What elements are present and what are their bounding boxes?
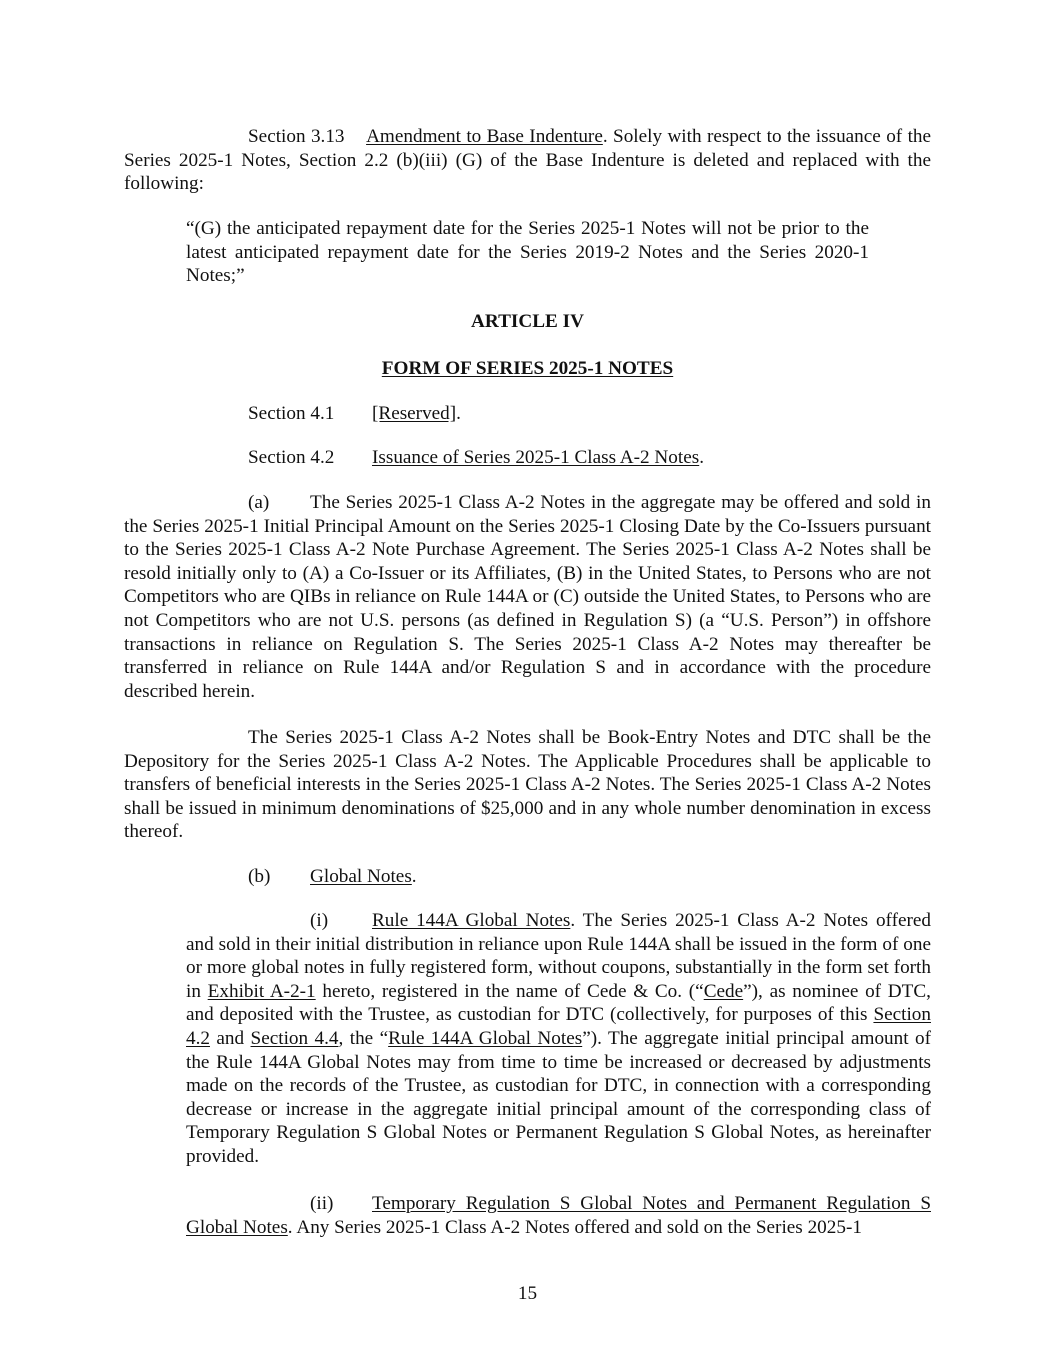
section-4-2-heading — [124, 446, 931, 470]
section-4-1-number: Section 4.1 — [248, 403, 335, 424]
paragraph-i-label: (i) — [310, 910, 329, 931]
paragraph-ii-title: Temporary Regulation S Global Notes and Permanent Regulation S Global Notes — [186, 1193, 931, 1238]
paragraph-i-title: Rule 144A Global Notes — [372, 910, 571, 931]
paragraph-i — [186, 909, 931, 1169]
section-4-4-ref: Section 4.4 — [250, 1027, 339, 1049]
section-4-2-title: Issuance of Series 2025-1 Class A-2 Notes — [372, 447, 700, 468]
paragraph-b-heading — [124, 865, 931, 889]
section-4-1-period: . — [456, 403, 461, 424]
paragraph-i-text-2: hereto, registered in the name of Cede & Co. (“ — [315, 980, 704, 1002]
section-3-13-paragraph — [124, 125, 931, 196]
section-3-13-title: Amendment to Base Indenture — [366, 126, 603, 147]
paragraph-b-title: Global Notes — [310, 866, 412, 887]
section-4-1-title: [Reserved] — [372, 403, 457, 424]
paragraph-ii-label: (ii) — [310, 1193, 334, 1214]
paragraph-i-text-1: . The Series 2025-1 Class A-2 Notes offered and sold in their initial distribution in reliance upon Rule 144A shall be issued in the form of one or more global notes in fully registered form, without coupons, substantially in the form set forth in — [186, 910, 931, 1002]
paragraph-ii-text: . Any Series 2025-1 Class A-2 Notes offered and sold on the Series 2025-1 — [287, 1216, 862, 1238]
paragraph-i-text-6: ”). The aggregate initial principal amount of the Rule 144A Global Notes may from time to time be increased or decreased by adjustments made on the records of the Trustee, as custodian for DTC, in connection with a corresponding decrease or increase in the aggregate initial principal amount of the corresponding class of Temporary Regulation S Global Notes or Permanent Regulation S Global Notes, as hereinafter provided. — [186, 1027, 931, 1167]
exhibit-a-2-1-ref: Exhibit A-2-1 — [207, 980, 316, 1002]
paragraph-a-text: The Series 2025-1 Class A-2 Notes in the aggregate may be offered and sold in the Series 2025-1 Initial Principal Amount on the Series 2025-1 Closing Date by the Co-Issuers pursuant to the Series 2025-1 Class A-2 Note Purchase Agreement. The Series 2025-1 Class A-2 Notes shall be resold initially only to (A) a Co-Issuer or its Affiliates, (B) in the United States, to Persons who are not Competitors who are QIBs in reliance on Rule 144A or (C) outside the United States, to Persons who are not Competitors who are not U.S. persons (as defined in Regulation S) (a “U.S. Person”) in offshore transactions in reliance on Regulation S. The Series 2025-1 Class A-2 Notes may thereafter be transferred in reliance on Rule 144A and/or Regulation S and in accordance with the procedure described herein. — [124, 492, 931, 702]
section-4-2-number: Section 4.2 — [248, 447, 335, 468]
paragraph-i-text-4: and — [209, 1027, 251, 1049]
quoted-replacement-clause: “(G) the anticipated repayment date for the Series 2025-1 Notes will not be prior to the latest anticipated repayment date for the Series 2019-2 Notes and the Series 2020-1 Notes;” — [186, 218, 869, 287]
paragraph-i-text-5: , the “ — [338, 1027, 389, 1049]
paragraph-ii — [186, 1192, 931, 1239]
paragraph-a-label: (a) — [248, 492, 270, 513]
article-number: ARTICLE IV — [471, 311, 584, 332]
section-4-2-ref: Section 4.2 — [186, 1004, 931, 1049]
section-3-13-number: Section 3.13 — [248, 126, 345, 147]
section-4-2-period: . — [699, 447, 704, 468]
cede-definition: Cede — [703, 980, 744, 1002]
paragraph-b-period: . — [411, 866, 417, 887]
page-number: 15 — [517, 1283, 538, 1304]
article-title-text: FORM OF SERIES 2025-1 NOTES — [381, 358, 674, 379]
paragraph-i-text-3: ”), as nominee of DTC, and deposited with the Trustee, as custodian for DTC (collectively, for purposes of this — [186, 980, 931, 1026]
section-3-13-text: . Solely with respect to the issuance of the Series 2025-1 Notes, Section 2.2 (b)(iii) (G) of the Base Indenture is deleted and replaced with the following: — [124, 126, 932, 195]
book-entry-paragraph — [124, 726, 931, 844]
paragraph-a — [124, 491, 931, 703]
article-title — [124, 357, 931, 381]
paragraph-b-label: (b) — [248, 866, 271, 887]
book-entry-text: The Series 2025-1 Class A-2 Notes shall be Book-Entry Notes and DTC shall be the Depository for the Series 2025-1 Class A-2 Notes. The Applicable Procedures shall be applicable to transfers of beneficial interests in the Series 2025-1 Class A-2 Notes. The Series 2025-1 Class A-2 Notes shall be issued in minimum denominations of $25,000 and in any whole number denomination in excess thereof. — [124, 727, 931, 843]
section-4-1-heading — [124, 402, 931, 426]
rule-144a-global-notes-definition: Rule 144A Global Notes — [388, 1027, 583, 1049]
